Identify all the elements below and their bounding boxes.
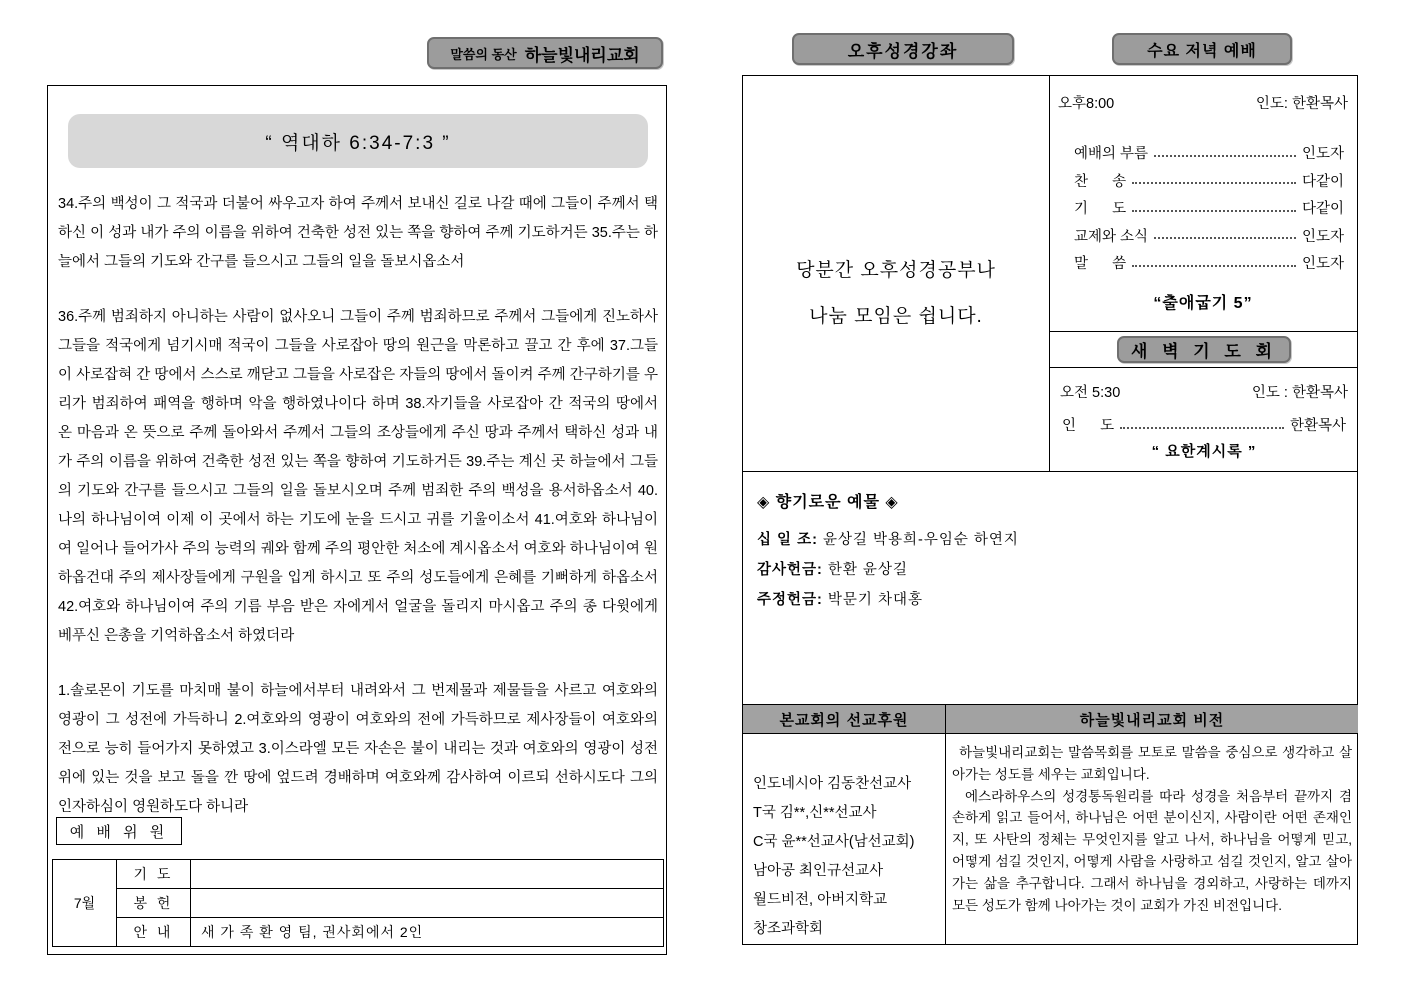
schedule-month-cell: 7월: [53, 860, 117, 947]
afternoon-bible-class-label: 오후성경강좌: [847, 41, 959, 61]
bulletin-left-page: [47, 85, 667, 955]
table-row: [53, 918, 664, 947]
order-item: 인 도: [1062, 418, 1115, 435]
vision-text: [946, 734, 1358, 945]
worship-committee-label-box: [56, 817, 182, 845]
dawn-time: 오전 5:30: [1060, 385, 1121, 401]
dawn-prayer-cell: [1050, 367, 1358, 471]
afternoon-class-cell: [743, 76, 1050, 471]
sermon-text: “출애굽기 5”: [1153, 294, 1253, 312]
schedule-row-label: 안 내: [117, 918, 191, 947]
order-line: [1074, 194, 1344, 222]
offering-value: 윤상길 박용희-우임순 하연지: [822, 532, 1019, 548]
dotted-leader: [1132, 182, 1296, 184]
schedule-row-label: 봉 헌: [117, 889, 191, 918]
masthead-church-name: 하늘빛내리교회: [524, 45, 640, 65]
offering-label: 감사헌금:: [757, 562, 823, 578]
mission-item: 창조과학회: [753, 921, 824, 937]
offerings-list: [757, 528, 1358, 618]
order-item: 찬 송: [1074, 173, 1127, 190]
scripture-paragraph: 36.주께 범죄하지 아니하는 사람이 없사오니 그들이 주께 범죄하므로 주께서 그들에게 진노하사 그들을 적국에게 넘기시매 적국이 그들을 사로잡아 땅의 원근을 막론하고 끌고 간 후에 37.그들이 사로잡혀 간 땅에서 스스로 깨닫고 그들을 사로잡은 자들의 땅에서 돌이켜 주께 간구하기를 우리가 범죄하여 패역을 행하며 악을 행하였나이다 하며 38.자기들을 사로잡아 간 적국의 땅에서 온 마음과 온 뜻으로 주께 돌아와서 주께서 그들의 조상들에게 주신 땅과 주께서 택하신 성과 내가 주의 이름을 위하여 건축한 성전 있는 쪽을 향하여 기도하거든 39.주는 계신 곳 하늘에서 그들의 기도와 간구를 들으시고 그들의 일을 돌보시오며 주께 범죄한 주의 백성을 용서하옵소서 40.나의 하나님이여 이제 이 곳에서 하는 기도에 눈을 드시고 귀를 기울이소서 41.여호와 하나님이여 일어나 들어가사 주의 능력의 궤와 함께 주의 평안한 처소에 계시옵소서 여호와 하나님이여 원하옵건대 주의 제사장들에게 구원을 입게 하시고 또 주의 성도들에게 은혜를 기뻐하게 하옵소서 42.여호와 하나님이여 주의 기름 부음 받은 자에게서 얼굴을 돌리지 마시옵고 주의 종 다윗에게 베푸신 은총을 기억하옵소서 하였더라: [58, 309, 658, 644]
scripture-paragraph: 1.솔로몬이 기도를 마치매 불이 하늘에서부터 내려와서 그 번제물과 제물들을 사르고 여호와의 영광이 그 성전에 가득하니 2.여호와의 영광이 여호와의 전에 가득하므로 제사장들이 여호와의 전으로 능히 들어가지 못하였고 3.이스라엘 모든 자손은 불이 내리는 것과 여호와의 영광이 성전 위에 있는 것을 보고 돌을 깐 땅에 엎드려 경배하며 여호와께 감사하여 이르되 선하시도다 그의 인자하심이 영원하도다 하니라: [58, 683, 658, 815]
wednesday-evening-service-badge: [1112, 33, 1292, 65]
order-by: 한환목사: [1289, 418, 1346, 435]
missions-vision-table: [743, 704, 1358, 945]
rest-notice-line: 나눔 모임은 쉽니다.: [809, 306, 983, 327]
dotted-leader: [1154, 155, 1296, 157]
mission-item: 월드비전, 아버지학교: [753, 892, 888, 908]
worship-committee-table: [52, 859, 664, 947]
missions-header: 본교회의 선교후원: [743, 705, 946, 733]
rest-notice-line: 당분간 오후성경공부나: [796, 260, 996, 281]
table-row: [53, 889, 664, 918]
offering-value: 박문기 차대홍: [827, 592, 923, 608]
order-line: [1062, 411, 1346, 439]
afternoon-bible-class-badge: [792, 33, 1014, 65]
order-item: 말 씀: [1074, 256, 1127, 273]
service-order-list: [1074, 139, 1344, 277]
order-by: 인도자: [1301, 256, 1344, 273]
dawn-prayer-header-row: [1050, 331, 1358, 367]
order-line: [1074, 139, 1344, 167]
masthead-motto: 말씀의 동산: [450, 46, 517, 62]
schedule-row-value: 새 가 족 환 영 팀, 권사회에서 2인: [191, 918, 664, 947]
order-line: [1074, 249, 1344, 277]
bulletin-right-page: [742, 75, 1358, 945]
scripture-paragraph: 34.주의 백성이 그 적국과 더불어 싸우고자 하여 주께서 보내신 길로 나갈 때에 그들이 주께서 택하신 이 성과 내가 주의 이름을 위하여 건축한 성전 있는 쪽을 향하여 주께 기도하거든 35.주는 하늘에서 그들의 기도와 간구를 들으시고 그들의 일을 돌보시옵소서: [58, 196, 658, 270]
offering-label: 주정헌금:: [757, 592, 823, 608]
service-leader: 인도: 한환목사: [1255, 96, 1348, 112]
vision-paragraph: 하늘빛내리교회는 말씀목회를 모토로 말씀을 중심으로 생각하고 살아가는 성도를 세우는 교회입니다.: [952, 745, 1352, 782]
worship-committee-label: 예 배 위 원: [69, 823, 169, 841]
mission-item: 남아공 최인규선교사: [753, 863, 884, 879]
dotted-leader: [1132, 265, 1296, 267]
order-line: [1074, 167, 1344, 195]
schedule-row-value: [191, 889, 664, 918]
offerings-section: [743, 471, 1358, 704]
dawn-time-row: [1060, 381, 1348, 402]
table-header-row: [743, 704, 1358, 734]
dawn-prayer-title: 새 벽 기 도 회: [1130, 342, 1277, 361]
schedule-row-value: [191, 860, 664, 889]
dawn-leader: 인도 : 한환목사: [1251, 385, 1348, 401]
order-item: 기 도: [1074, 201, 1127, 218]
offerings-title: ◈ 향기로운 예물 ◈: [757, 494, 899, 511]
wednesday-service-cell: [1050, 76, 1358, 331]
order-by: 다같이: [1301, 201, 1344, 218]
offering-item: [757, 558, 1358, 588]
dawn-prayer-badge: [1117, 336, 1291, 363]
service-time-row: [1058, 92, 1348, 113]
offering-item: [757, 528, 1358, 558]
order-by: 인도자: [1301, 146, 1344, 163]
mission-item: C국 윤**선교사(남선교회): [753, 834, 915, 850]
rest-notice: [743, 248, 1049, 340]
offering-label: 십 일 조:: [757, 532, 818, 548]
service-time: 오후8:00: [1058, 96, 1115, 112]
offering-item: [757, 588, 1358, 618]
order-line: [1074, 222, 1344, 250]
table-body-row: [743, 734, 1358, 945]
mission-item: 인도네시아 김동찬선교사: [753, 776, 912, 792]
dawn-sermon-text: “ 요한계시록 ”: [1151, 442, 1257, 460]
scripture-title-box: [68, 114, 648, 168]
order-item: 교제와 소식: [1074, 228, 1149, 245]
masthead-badge: [427, 37, 663, 69]
dotted-leader: [1154, 237, 1296, 239]
scripture-title: “ 역대하 6:34-7:3 ”: [265, 132, 451, 154]
vision-header: 하늘빛내리교회 비전: [1079, 711, 1225, 729]
scripture-body: [58, 190, 658, 848]
schedule-row-label: 기 도: [117, 860, 191, 889]
order-by: 인도자: [1301, 228, 1344, 245]
wednesday-evening-service-label: 수요 저녁 예배: [1147, 42, 1257, 60]
order-by: 다같이: [1301, 173, 1344, 190]
dotted-leader: [1132, 210, 1296, 212]
missions-list: [743, 734, 946, 945]
mission-item: T국 김**,신**선교사: [753, 805, 877, 821]
table-row: [53, 860, 664, 889]
vision-paragraph: 에스라하우스의 성경통독원리를 따라 성경을 처음부터 끝까지 겸손하게 읽고 들어서, 하나님은 어떤 분이신지, 사람이란 어떤 존재인지, 또 사탄의 정체는 무엇인지를 알고 나서, 하나님을 어떻게 믿고, 어떻게 섬길 것인지, 어떻게 사람을 사랑하고 섬길 것인지, 알고 살아가는 삶을 추구합니다. 그래서 하나님을 경외하고, 사랑하는 데까지 모든 성도가 함께 나아가는 것이 교회가 가진 비전입니다.: [952, 788, 1352, 913]
offering-value: 한환 윤상길: [827, 562, 908, 578]
dotted-leader: [1120, 427, 1284, 429]
order-item: 예배의 부름: [1074, 146, 1149, 163]
